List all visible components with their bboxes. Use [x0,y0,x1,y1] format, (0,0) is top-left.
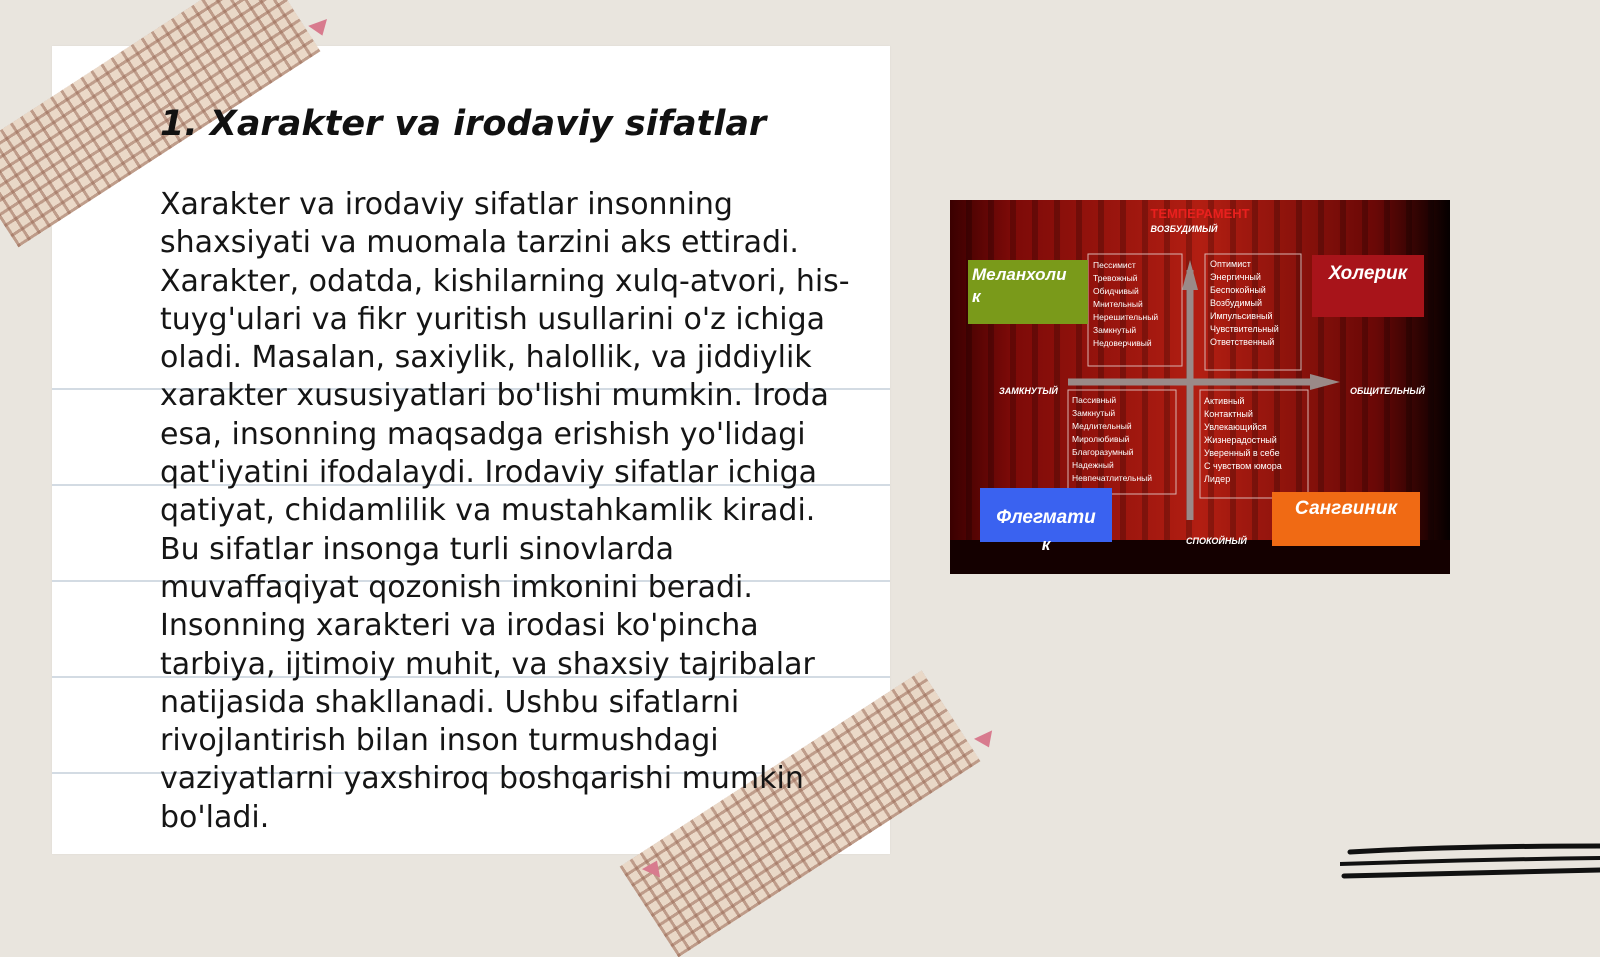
axis-label-bottom: СПОКОЙНЫЙ [1186,536,1247,546]
axis-label-right: ОБЩИТЕЛЬНЫЙ [1350,386,1425,396]
trait-top-right-0: Оптимист [1210,259,1251,269]
trait-bottom-left-1: Замкнутый [1072,408,1116,418]
phlegmatic-label-line2: к [1041,535,1051,554]
brush-stroke-1 [1350,846,1600,852]
choleric-label: Холерик [1328,263,1408,284]
trait-top-right-6: Ответственный [1210,337,1275,347]
trait-bottom-right-3: Жизнерадостный [1204,435,1277,445]
figure-title: ТЕМПЕРАМЕНТ [1150,206,1250,221]
melancholic-label-line1: Меланхоли [972,265,1067,284]
tape-tip-top-left [308,19,332,39]
trait-bottom-right-6: Лидер [1204,474,1231,484]
axis-label-top: ВОЗБУДИМЫЙ [1150,224,1218,234]
trait-bottom-left-5: Надежный [1072,460,1114,470]
trait-bottom-left-0: Пассивный [1072,395,1117,405]
trait-top-right-4: Импульсивный [1210,311,1273,321]
trait-bottom-right-5: С чувством юмора [1204,461,1282,471]
brush-stroke-2 [1340,858,1600,864]
trait-top-left-6: Недоверчивый [1093,338,1152,348]
trait-top-right-3: Возбудимый [1210,298,1263,308]
phlegmatic-label-line1: Флегмати [996,507,1096,528]
trait-top-left-1: Тревожный [1093,273,1138,283]
trait-bottom-left-3: Миролюбивый [1072,434,1130,444]
decorative-brush-strokes [1340,842,1600,900]
trait-top-left-2: Обидчивый [1093,286,1139,296]
trait-top-right-5: Чувствительный [1210,324,1279,334]
temperament-diagram [950,200,1450,574]
axis-label-left: ЗАМКНУТЫЙ [999,386,1058,396]
trait-top-left-3: Мнительный [1093,299,1143,309]
trait-top-left-5: Замкнутый [1093,325,1137,335]
trait-bottom-left-2: Медлительный [1072,421,1132,431]
trait-bottom-left-6: Невпечатлительный [1072,473,1152,483]
trait-top-right-1: Энергичный [1210,272,1261,282]
trait-bottom-right-2: Увлекающийся [1204,422,1267,432]
trait-bottom-right-0: Активный [1204,396,1245,406]
temperament-diagram-svg [950,200,1450,574]
trait-bottom-right-1: Контактный [1204,409,1253,419]
slide-title: 1. Xarakter va irodaviy sifatlar [160,104,767,144]
trait-top-left-4: Нерешительный [1093,312,1159,322]
trait-top-right-2: Беспокойный [1210,285,1266,295]
trait-top-left-0: Пессимист [1093,260,1136,270]
sanguine-label: Сангвиник [1294,498,1398,519]
trait-bottom-right-4: Уверенный в себе [1204,448,1280,458]
trait-bottom-left-4: Благоразумный [1072,447,1134,457]
brush-stroke-3 [1344,870,1600,876]
slide-body-text: Xarakter va irodaviy sifatlar insonning shaxsiyati va muomala tarzini aks ettiradi. Xarakter, odatda, kishilarning xulq-atvori, his-tuyg'ulari va fikr yuritish usullarini o'z ichiga oladi. Masalan, saxiylik, halollik, va jiddiylik xarakter xususiyatlari bo'lishi mumkin. Iroda esa, insonning maqsadga erishish yo'lidagi qat'iyatini ifodalaydi. Irodaviy sifatlar ichiga qatiyat, chidamlilik va mustahkamlik kiradi. Bu sifatlar insonga turli sinovlarda muvaffaqiyat qozonish imkonini beradi. Insonning xarakteri va irodasi ko'pincha tarbiya, ijtimoiy muhit, va shaxsiy tajribalar natijasida shakllanadi. Ushbu sifatlarni rivojlantirish bilan inson turmushdagi vaziyatlarni yaxshiroq boshqarishi mumkin bo'ladi. [160,187,850,835]
tape-tip-bottom-right [974,730,998,751]
melancholic-label-line2: к [972,287,981,306]
